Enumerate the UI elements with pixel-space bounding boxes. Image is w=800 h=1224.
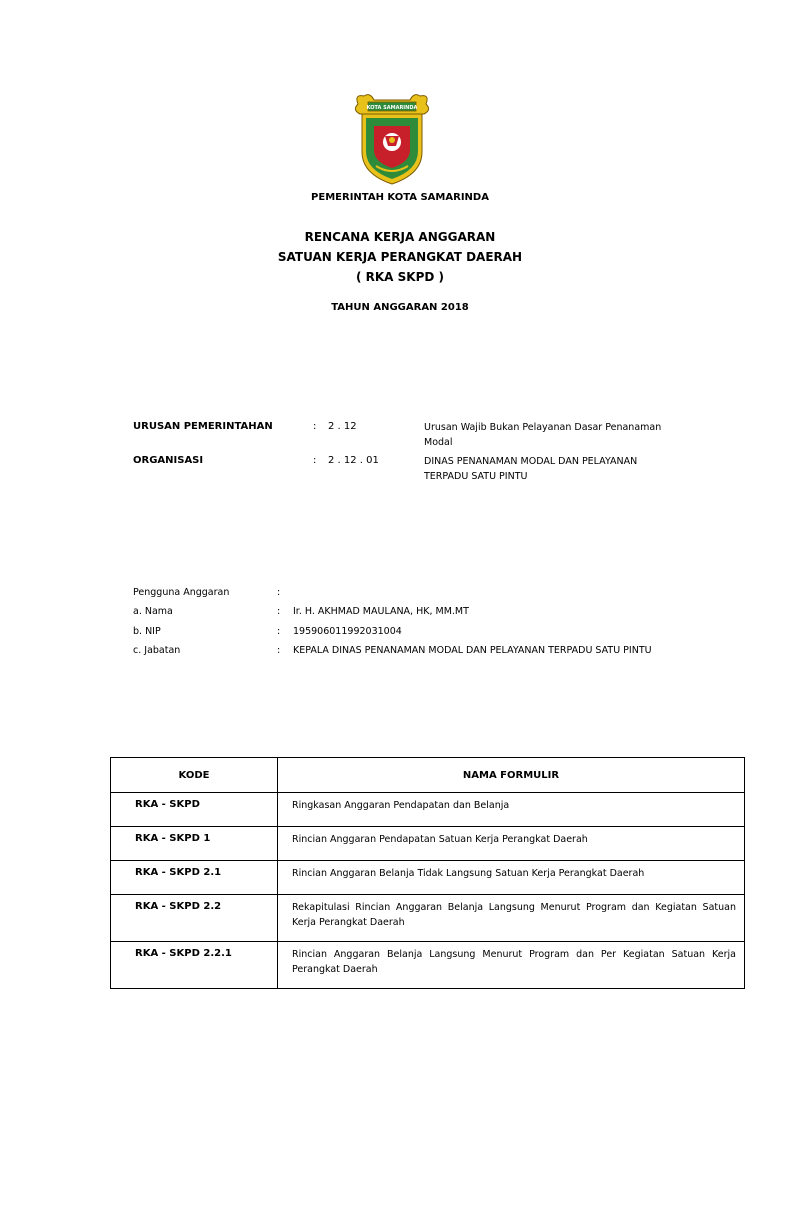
table-row <box>111 793 745 827</box>
document-title <box>0 227 800 287</box>
organisasi-label: ORGANISASI <box>133 455 204 466</box>
budget-user-nip-label: b. NIP <box>133 626 161 637</box>
form-code: RKA - SKPD 2.2 <box>111 895 278 942</box>
urusan-desc-line-2: Modal <box>424 437 453 448</box>
form-name: Rincian Anggaran Belanja Tidak Langsung Satuan Kerja Perangkat Daerah <box>278 861 745 895</box>
table-row <box>111 942 745 989</box>
table-row <box>111 861 745 895</box>
urusan-desc-line-1: Urusan Wajib Bukan Pelayanan Dasar Penanaman <box>424 422 662 433</box>
organisasi-separator: : <box>313 455 317 466</box>
title-line-3: ( RKA SKPD ) <box>355 270 445 284</box>
city-emblem-logo <box>352 90 432 186</box>
urusan-label: URUSAN PEMERINTAHAN <box>133 421 273 432</box>
column-header-name: NAMA FORMULIR <box>278 758 745 793</box>
budget-user-name-label: a. Nama <box>133 606 173 617</box>
forms-table <box>110 757 745 989</box>
form-code: RKA - SKPD 2.1 <box>111 861 278 895</box>
budget-user-position-value: KEPALA DINAS PENANAMAN MODAL DAN PELAYANAN TERPADU SATU PINTU <box>293 645 652 656</box>
organisasi-description <box>424 454 674 484</box>
form-name: Rincian Anggaran Belanja Langsung Menurut Program dan Per Kegiatan Satuan Kerja Perangkat Daerah <box>278 942 745 989</box>
form-name: Rekapitulasi Rincian Anggaran Belanja Langsung Menurut Program dan Kegiatan Satuan Kerja Perangkat Daerah <box>278 895 745 942</box>
organisasi-desc-line-1: DINAS PENANAMAN MODAL DAN PELAYANAN <box>424 456 638 467</box>
form-code: RKA - SKPD <box>111 793 278 827</box>
budget-user-nip-value: 195906011992031004 <box>293 626 402 637</box>
column-header-code: KODE <box>111 758 278 793</box>
government-name: PEMERINTAH KOTA SAMARINDA <box>311 192 489 203</box>
organisasi-desc-line-2: TERPADU SATU PINTU <box>424 471 528 482</box>
urusan-separator: : <box>313 421 317 432</box>
form-code: RKA - SKPD 1 <box>111 827 278 861</box>
form-name: Rincian Anggaran Pendapatan Satuan Kerja Perangkat Daerah <box>278 827 745 861</box>
budget-user-heading: Pengguna Anggaran <box>133 587 230 598</box>
logo-banner-text: KOTA SAMARINDA <box>366 105 418 111</box>
table-row <box>111 895 745 942</box>
budget-user-position-label: c. Jabatan <box>133 645 181 656</box>
title-line-1: RENCANA KERJA ANGGARAN <box>304 230 496 244</box>
table-row <box>111 827 745 861</box>
budget-user-nip-sep: : <box>277 626 281 637</box>
budget-user-heading-sep: : <box>277 587 281 598</box>
table-header-row <box>111 758 745 793</box>
form-code: RKA - SKPD 2.2.1 <box>111 942 278 989</box>
title-line-2: SATUAN KERJA PERANGKAT DAERAH <box>277 250 523 264</box>
urusan-code: 2 . 12 <box>328 421 357 432</box>
fiscal-year: TAHUN ANGGARAN 2018 <box>331 302 469 313</box>
urusan-description <box>424 420 674 450</box>
organisasi-code: 2 . 12 . 01 <box>328 455 379 466</box>
budget-user-name-value: Ir. H. AKHMAD MAULANA, HK, MM.MT <box>293 606 469 617</box>
budget-user-name-sep: : <box>277 606 281 617</box>
budget-user-position-sep: : <box>277 645 281 656</box>
form-name: Ringkasan Anggaran Pendapatan dan Belanja <box>278 793 745 827</box>
